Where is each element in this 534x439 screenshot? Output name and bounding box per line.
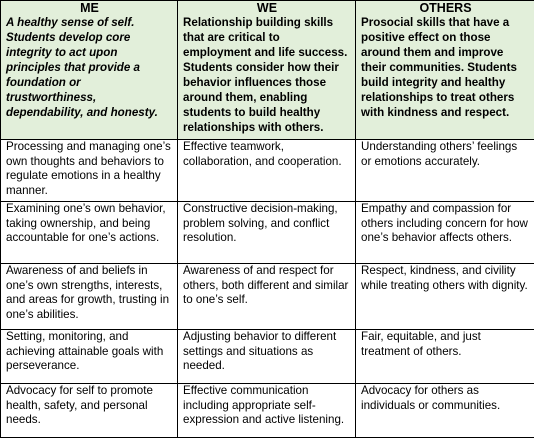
column-heading-me: ME — [80, 1, 99, 15]
header-cell-others — [356, 1, 534, 140]
table-row — [1, 140, 534, 202]
column-description-others: Prosocial skills that have a positive effect on those around them and improve their communities. Students build integrity and healthy relationships to treat others with kindness and respect. — [361, 16, 517, 119]
header-row — [1, 1, 534, 140]
table-row — [1, 384, 534, 438]
cell-me: Advocacy for self to promote health, safety, and personal needs. — [1, 384, 178, 438]
cell-me: Processing and managing one’s own thoughts and behaviors to regulate emotions in a healthy manner. — [1, 140, 178, 202]
cell-me: Setting, monitoring, and achieving attainable goals with perseverance. — [1, 330, 178, 384]
table-row — [1, 330, 534, 384]
table-row — [1, 264, 534, 330]
column-description-me: A healthy sense of self. Students develop core integrity to act upon principles that provide a foundation or trustworthiness, dependability, and honesty. — [6, 16, 158, 119]
cell-me: Examining one’s own behavior, taking ownership, and being accountable for one’s actions. — [1, 202, 178, 264]
column-heading-others: OTHERS — [419, 1, 472, 15]
cell-others: Fair, equitable, and just treatment of others. — [356, 330, 534, 384]
cell-we: Effective communication including appropriate self-expression and active listening. — [178, 384, 356, 438]
table-row — [1, 202, 534, 264]
cell-we: Constructive decision-making, problem solving, and conflict resolution. — [178, 202, 356, 264]
header-cell-we — [178, 1, 356, 140]
cell-others: Respect, kindness, and civility while treating others with dignity. — [356, 264, 534, 330]
header-cell-me — [1, 1, 178, 140]
cell-others: Empathy and compassion for others including concern for how one’s behavior affects others. — [356, 202, 534, 264]
cell-me: Awareness of and beliefs in one’s own strengths, interests, and areas for growth, trusting in one’s abilities. — [1, 264, 178, 330]
cell-others: Advocacy for others as individuals or communities. — [356, 384, 534, 438]
cell-we: Adjusting behavior to different settings and situations as needed. — [178, 330, 356, 384]
cell-we: Effective teamwork, collaboration, and cooperation. — [178, 140, 356, 202]
column-description-we: Relationship building skills that are critical to employment and life success. Students consider how their behavior influences those around them, enabling students to build healthy relationships with others. — [183, 16, 348, 134]
column-heading-we: WE — [256, 1, 278, 15]
cell-we: Awareness of and respect for others, both different and similar to one’s self. — [178, 264, 356, 330]
cell-others: Understanding others’ feelings or emotions accurately. — [356, 140, 534, 202]
